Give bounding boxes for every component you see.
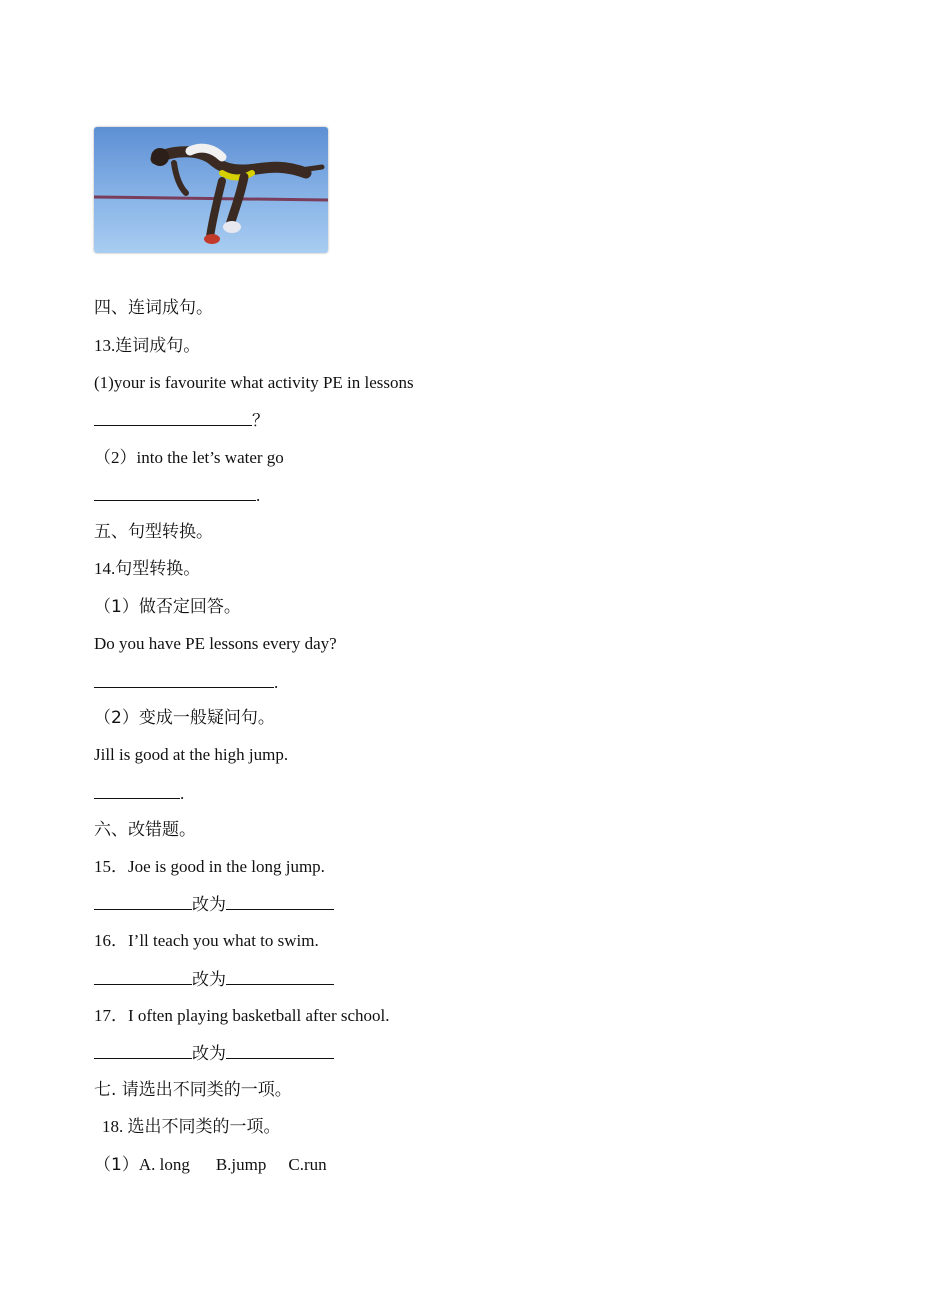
question-13-1-answer[interactable] — [94, 409, 269, 432]
change-to-label: 改为 — [192, 1044, 226, 1064]
answer-blank[interactable] — [94, 409, 252, 426]
question-14-title: 14.句型转换。 — [94, 559, 201, 578]
wrong-word-blank[interactable] — [94, 968, 192, 985]
option-a[interactable]: A. long — [138, 1155, 190, 1174]
question-13-2-answer[interactable]: . — [94, 484, 260, 507]
change-to-label: 改为 — [192, 970, 226, 990]
section-6-title: 六、改错题。 — [94, 820, 196, 840]
question-18-1-options — [94, 1154, 327, 1176]
change-to-label: 改为 — [192, 895, 226, 915]
question-14-1-answer[interactable]: . — [94, 671, 278, 694]
correction-blank[interactable] — [226, 893, 334, 910]
question-18-title: 18. 选出不同类的一项。 — [102, 1117, 281, 1136]
question-14-2-answer[interactable]: . — [94, 782, 184, 805]
correction-blank[interactable] — [226, 968, 334, 985]
correction-blank[interactable] — [226, 1042, 334, 1059]
question-17-text: 17．I often playing basketball after school. — [94, 1006, 390, 1025]
question-16-text: 16．I’ll teach you what to swim. — [94, 931, 319, 950]
question-15-answer[interactable] — [94, 893, 334, 916]
question-14-1-text: Do you have PE lessons every day? — [94, 634, 337, 653]
section-4-title: 四、连词成句。 — [94, 298, 213, 318]
wrong-word-blank[interactable] — [94, 893, 192, 910]
answer-blank[interactable] — [94, 782, 180, 799]
question-14-2-text: Jill is good at the high jump. — [94, 745, 289, 764]
question-18-1-label: （1） — [94, 1155, 139, 1175]
answer-blank[interactable] — [94, 484, 256, 501]
wrong-word-blank[interactable] — [94, 1042, 192, 1059]
high-jump-photo — [94, 127, 328, 253]
question-15-text: 15．Joe is good in the long jump. — [94, 857, 325, 876]
question-17-answer[interactable] — [94, 1042, 334, 1065]
section-7-title: 七. 请选出不同类的一项。 — [94, 1080, 292, 1100]
option-c[interactable]: C.run — [288, 1155, 327, 1174]
question-14-1-label: （1）做否定回答。 — [94, 597, 241, 617]
section-5-title: 五、句型转换。 — [94, 522, 213, 542]
option-b[interactable]: B.jump — [215, 1155, 267, 1174]
question-13-title: 13.连词成句。 — [94, 336, 201, 355]
question-mark: ？ — [252, 411, 269, 430]
question-13-1-text: (1)your is favourite what activity PE in lessons — [94, 373, 414, 392]
answer-blank[interactable] — [94, 671, 274, 688]
question-14-2-label: （2）变成一般疑问句。 — [94, 708, 275, 728]
question-13-2-text: （2）into the let’s water go — [94, 448, 284, 467]
high-jump-athlete-icon — [94, 127, 328, 253]
question-16-answer[interactable] — [94, 968, 334, 991]
